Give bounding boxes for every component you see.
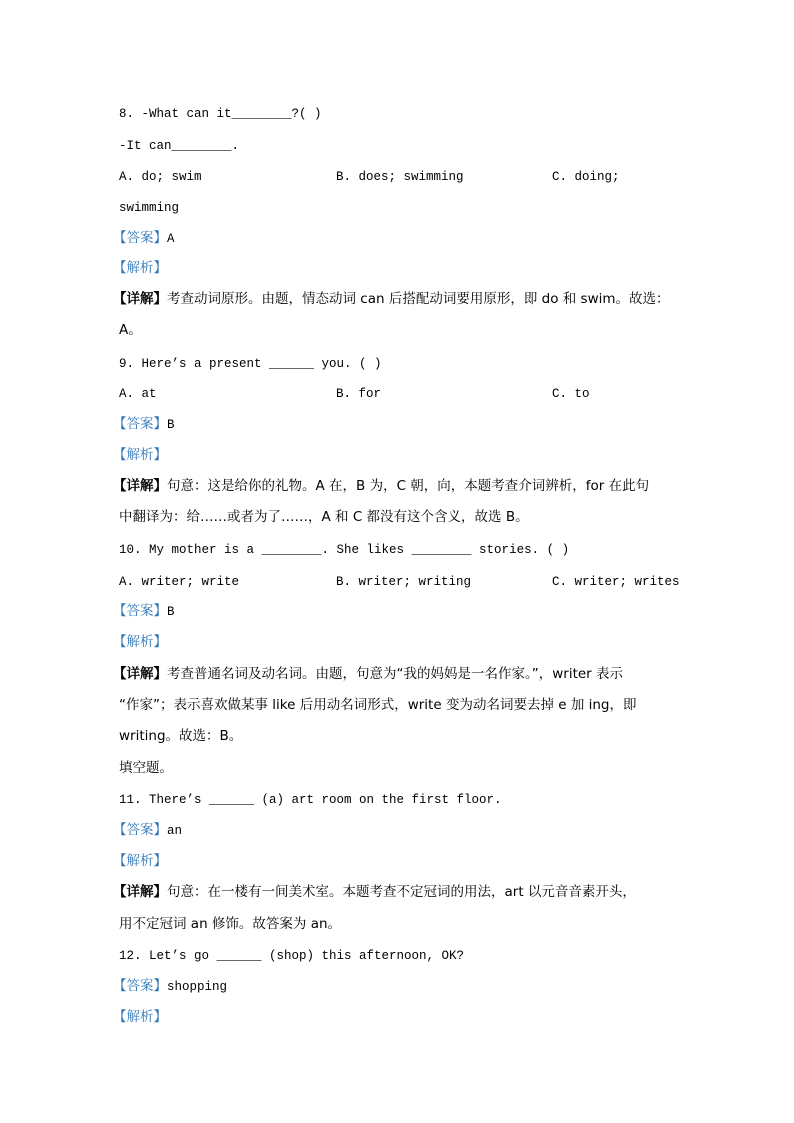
question-10-stem: 10. My mother is a ________. She likes ________ stories. ( ) <box>119 543 570 557</box>
question-8-option-c: C. doing; <box>552 170 620 184</box>
question-12-answer <box>113 977 227 995</box>
question-8-option-b: B. does; swimming <box>336 170 464 184</box>
analysis-label: 【解析】 <box>113 260 167 276</box>
question-8-answer <box>113 229 175 247</box>
question-11-detail <box>113 883 636 901</box>
analysis-label: 【解析】 <box>113 1009 167 1025</box>
analysis-label: 【解析】 <box>113 853 167 869</box>
detail-text: 考查普通名词及动名词。由题，句意为“我的妈妈是一名作家。”，writer 表示 <box>167 666 624 682</box>
detail-label: 【详解】 <box>113 478 167 494</box>
question-9-detail <box>113 477 649 495</box>
answer-value: B <box>167 605 175 619</box>
question-9-stem: 9. Here’s a present ______ you. ( ) <box>119 357 382 371</box>
question-11-stem: 11. There’s ______ (a) art room on the first floor. <box>119 793 502 807</box>
answer-value: A <box>167 232 175 246</box>
answer-label: 【答案】 <box>113 822 167 838</box>
question-8-stem-line2: -It can________. <box>119 139 240 153</box>
question-10-option-b: B. writer; writing <box>336 575 472 589</box>
question-8-analysis <box>113 259 167 277</box>
analysis-label: 【解析】 <box>113 447 167 463</box>
question-10-option-a: A. writer; write <box>119 575 240 589</box>
question-10-analysis <box>113 633 167 651</box>
question-11-detail-cont: 用不定冠词 an 修饰。故答案为 an。 <box>119 916 342 932</box>
question-8-stem: 8. -What can it________?( ) <box>119 107 322 121</box>
detail-text: 考查动词原形。由题，情态动词 can 后搭配动词要用原形，即 do 和 swim。故选： <box>167 291 670 307</box>
analysis-label: 【解析】 <box>113 634 167 650</box>
detail-label: 【详解】 <box>113 291 167 307</box>
question-8-option-c-wrap: swimming <box>119 201 180 215</box>
question-11-analysis <box>113 852 167 870</box>
question-12-analysis <box>113 1008 167 1026</box>
question-9-option-b: B. for <box>336 387 382 401</box>
answer-value: B <box>167 418 175 432</box>
question-10-answer <box>113 602 175 620</box>
answer-value: shopping <box>167 980 228 994</box>
question-9-detail-cont: 中翻译为：给……或者为了……，A 和 C 都没有这个含义，故选 B。 <box>119 509 529 525</box>
question-10-option-c: C. writer; writes <box>552 575 680 589</box>
answer-label: 【答案】 <box>113 416 167 432</box>
section-title: 填空题。 <box>119 760 173 776</box>
question-9-option-a: A. at <box>119 387 157 401</box>
question-10-detail-cont2: writing。故选：B。 <box>119 728 243 744</box>
detail-text: 句意：这是给你的礼物。A 在，B 为，C 朝，向，本题考查介词辨析，for 在此句 <box>167 478 650 494</box>
question-9-analysis <box>113 446 167 464</box>
answer-label: 【答案】 <box>113 603 167 619</box>
question-8-detail <box>113 290 670 308</box>
question-11-answer <box>113 821 182 839</box>
detail-label: 【详解】 <box>113 666 167 682</box>
answer-label: 【答案】 <box>113 978 167 994</box>
question-12-stem: 12. Let’s go ______ (shop) this afternoon, OK? <box>119 949 465 963</box>
answer-value: an <box>167 824 183 838</box>
detail-text: 句意：在一楼有一间美术室。本题考查不定冠词的用法，art 以元音音素开头， <box>167 884 636 900</box>
question-9-answer <box>113 415 175 433</box>
question-9-option-c: C. to <box>552 387 590 401</box>
question-8-detail-cont: A。 <box>119 322 142 338</box>
detail-label: 【详解】 <box>113 884 167 900</box>
answer-label: 【答案】 <box>113 230 167 246</box>
question-10-detail <box>113 665 623 683</box>
question-10-detail-cont: “作家”；表示喜欢做某事 like 后用动名词形式，write 变为动名词要去掉 e 加 ing，即 <box>119 697 637 713</box>
question-8-option-a: A. do; swim <box>119 170 202 184</box>
